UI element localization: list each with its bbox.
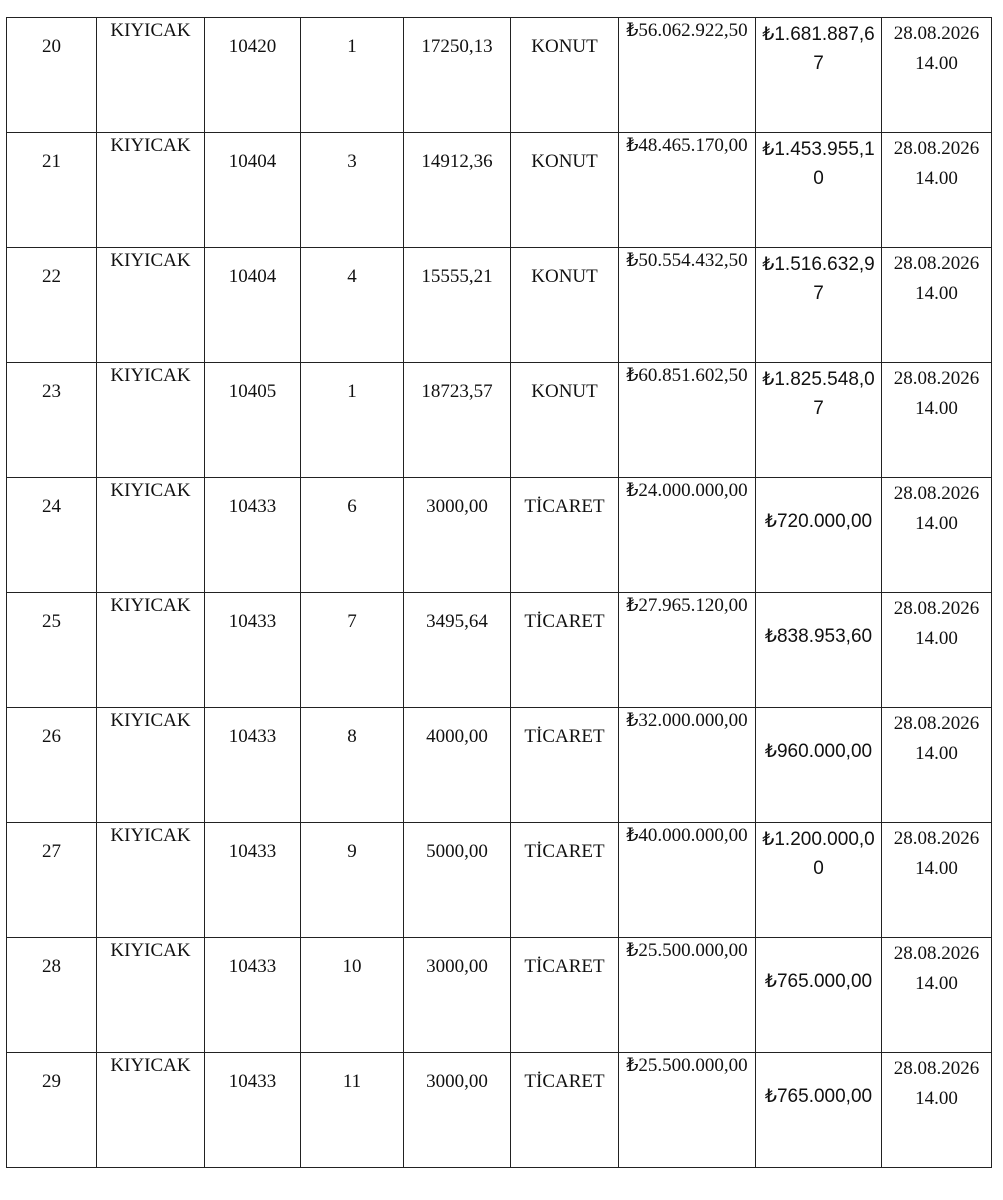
block-number: 10433 (228, 841, 277, 862)
row-number: 29 (42, 1071, 61, 1092)
usage-type: KONUT (531, 151, 598, 172)
estimated-price: ₺24.000.000,00 (626, 480, 748, 501)
usage-cell (511, 823, 619, 938)
block-cell (205, 593, 301, 708)
block-cell (205, 363, 301, 478)
area: 18723,57 (421, 381, 493, 402)
parcel-cell (301, 248, 404, 363)
row-number-cell (7, 823, 97, 938)
area-cell (404, 363, 511, 478)
parcel-number: 4 (347, 266, 357, 287)
block-cell (205, 133, 301, 248)
table-row (7, 133, 992, 248)
deposit-cell (756, 708, 882, 823)
row-number-cell (7, 1053, 97, 1168)
parcel-number: 11 (342, 1071, 362, 1092)
date-cell (882, 248, 992, 363)
auction-date: 28.08.2026 (893, 138, 980, 159)
row-number: 27 (42, 841, 61, 862)
area-cell (404, 593, 511, 708)
auction-date: 28.08.2026 (893, 598, 980, 619)
block-cell (205, 478, 301, 593)
usage-cell (511, 363, 619, 478)
row-number: 26 (42, 726, 61, 747)
row-number-cell (7, 938, 97, 1053)
area: 5000,00 (426, 841, 488, 862)
usage-type: KONUT (531, 266, 598, 287)
neighborhood: KIYICAK (110, 135, 191, 156)
area-cell (404, 133, 511, 248)
deposit-cell (756, 938, 882, 1053)
auction-time: 14.00 (915, 1088, 958, 1109)
date-cell (882, 1053, 992, 1168)
auction-date: 28.08.2026 (893, 1058, 980, 1079)
block-cell (205, 18, 301, 133)
block-cell (205, 248, 301, 363)
auction-time: 14.00 (915, 53, 958, 74)
area-cell (404, 1053, 511, 1168)
auction-time: 14.00 (915, 628, 958, 649)
area-cell (404, 938, 511, 1053)
parcel-number: 3 (347, 151, 357, 172)
row-number: 25 (42, 611, 61, 632)
usage-type: TİCARET (524, 956, 605, 977)
block-number: 10433 (228, 956, 277, 977)
usage-cell (511, 133, 619, 248)
neighborhood-cell (97, 248, 205, 363)
auction-date: 28.08.2026 (893, 368, 980, 389)
area: 3000,00 (426, 956, 488, 977)
block-number: 10420 (228, 36, 277, 57)
deposit-amount: ₺1.825.548,07 (762, 369, 875, 419)
block-number: 10405 (228, 381, 277, 402)
deposit-cell (756, 133, 882, 248)
neighborhood-cell (97, 708, 205, 823)
date-cell (882, 593, 992, 708)
neighborhood: KIYICAK (110, 710, 191, 731)
estimated-price: ₺60.851.602,50 (626, 365, 748, 386)
table-row (7, 363, 992, 478)
price-cell (619, 363, 756, 478)
price-cell (619, 1053, 756, 1168)
block-number: 10433 (228, 726, 277, 747)
auction-time: 14.00 (915, 398, 958, 419)
neighborhood: KIYICAK (110, 1055, 191, 1076)
area: 17250,13 (421, 36, 493, 57)
deposit-amount: ₺1.681.887,67 (762, 24, 875, 74)
auction-table (6, 17, 992, 1168)
auction-time: 14.00 (915, 513, 958, 534)
table-row (7, 1053, 992, 1168)
block-number: 10433 (228, 496, 277, 517)
table-row (7, 708, 992, 823)
table-row (7, 18, 992, 133)
table-row (7, 593, 992, 708)
neighborhood-cell (97, 478, 205, 593)
neighborhood: KIYICAK (110, 20, 191, 41)
row-number-cell (7, 478, 97, 593)
row-number-cell (7, 18, 97, 133)
auction-date: 28.08.2026 (893, 483, 980, 504)
usage-cell (511, 248, 619, 363)
parcel-number: 1 (347, 381, 357, 402)
parcel-cell (301, 1053, 404, 1168)
usage-type: TİCARET (524, 611, 605, 632)
parcel-number: 8 (347, 726, 357, 747)
estimated-price: ₺50.554.432,50 (626, 250, 748, 271)
row-number-cell (7, 708, 97, 823)
parcel-cell (301, 478, 404, 593)
parcel-number: 7 (347, 611, 357, 632)
deposit-cell (756, 823, 882, 938)
parcel-cell (301, 593, 404, 708)
area: 14912,36 (421, 151, 493, 172)
auction-date: 28.08.2026 (893, 23, 980, 44)
parcel-cell (301, 823, 404, 938)
price-cell (619, 593, 756, 708)
price-cell (619, 938, 756, 1053)
neighborhood: KIYICAK (110, 480, 191, 501)
parcel-cell (301, 708, 404, 823)
row-number-cell (7, 133, 97, 248)
parcel-cell (301, 18, 404, 133)
deposit-amount: ₺765.000,00 (764, 1086, 873, 1107)
area-cell (404, 823, 511, 938)
neighborhood: KIYICAK (110, 825, 191, 846)
parcel-cell (301, 363, 404, 478)
neighborhood-cell (97, 823, 205, 938)
neighborhood: KIYICAK (110, 595, 191, 616)
neighborhood: KIYICAK (110, 940, 191, 961)
deposit-cell (756, 363, 882, 478)
estimated-price: ₺25.500.000,00 (626, 1055, 748, 1076)
price-cell (619, 708, 756, 823)
deposit-cell (756, 1053, 882, 1168)
neighborhood-cell (97, 133, 205, 248)
block-number: 10433 (228, 1071, 277, 1092)
block-cell (205, 823, 301, 938)
date-cell (882, 18, 992, 133)
estimated-price: ₺56.062.922,50 (626, 20, 748, 41)
auction-time: 14.00 (915, 168, 958, 189)
row-number: 20 (42, 36, 61, 57)
area: 15555,21 (421, 266, 493, 287)
estimated-price: ₺40.000.000,00 (626, 825, 748, 846)
auction-date: 28.08.2026 (893, 713, 980, 734)
row-number-cell (7, 363, 97, 478)
block-number: 10404 (228, 266, 277, 287)
parcel-number: 1 (347, 36, 357, 57)
usage-cell (511, 593, 619, 708)
block-cell (205, 938, 301, 1053)
usage-cell (511, 938, 619, 1053)
area-cell (404, 708, 511, 823)
block-cell (205, 1053, 301, 1168)
date-cell (882, 823, 992, 938)
neighborhood: KIYICAK (110, 250, 191, 271)
area-cell (404, 248, 511, 363)
parcel-number: 6 (347, 496, 357, 517)
parcel-number: 9 (347, 841, 357, 862)
neighborhood-cell (97, 1053, 205, 1168)
block-number: 10433 (228, 611, 277, 632)
row-number-cell (7, 593, 97, 708)
area-cell (404, 478, 511, 593)
deposit-amount: ₺765.000,00 (764, 971, 873, 992)
block-number: 10404 (228, 151, 277, 172)
estimated-price: ₺27.965.120,00 (626, 595, 748, 616)
usage-cell (511, 708, 619, 823)
price-cell (619, 133, 756, 248)
auction-time: 14.00 (915, 743, 958, 764)
area: 4000,00 (426, 726, 488, 747)
usage-type: TİCARET (524, 726, 605, 747)
estimated-price: ₺25.500.000,00 (626, 940, 748, 961)
neighborhood-cell (97, 593, 205, 708)
table-row (7, 248, 992, 363)
neighborhood-cell (97, 18, 205, 133)
deposit-amount: ₺960.000,00 (764, 741, 873, 762)
deposit-cell (756, 18, 882, 133)
deposit-amount: ₺1.453.955,10 (762, 139, 875, 189)
row-number: 22 (42, 266, 61, 287)
usage-type: TİCARET (524, 1071, 605, 1092)
deposit-cell (756, 593, 882, 708)
area-cell (404, 18, 511, 133)
parcel-number: 10 (342, 956, 362, 977)
parcel-cell (301, 133, 404, 248)
usage-type: TİCARET (524, 841, 605, 862)
table-body (7, 18, 992, 1168)
usage-cell (511, 478, 619, 593)
area: 3495,64 (426, 611, 488, 632)
area: 3000,00 (426, 496, 488, 517)
neighborhood-cell (97, 363, 205, 478)
neighborhood-cell (97, 938, 205, 1053)
date-cell (882, 938, 992, 1053)
table-row (7, 823, 992, 938)
date-cell (882, 708, 992, 823)
table-row (7, 478, 992, 593)
usage-type: KONUT (531, 36, 598, 57)
deposit-amount: ₺720.000,00 (764, 511, 873, 532)
auction-time: 14.00 (915, 973, 958, 994)
row-number: 21 (42, 151, 61, 172)
block-cell (205, 708, 301, 823)
auction-time: 14.00 (915, 858, 958, 879)
table-row (7, 938, 992, 1053)
price-cell (619, 248, 756, 363)
row-number: 24 (42, 496, 61, 517)
deposit-amount: ₺838.953,60 (764, 626, 873, 647)
auction-time: 14.00 (915, 283, 958, 304)
auction-date: 28.08.2026 (893, 253, 980, 274)
price-cell (619, 823, 756, 938)
row-number: 28 (42, 956, 61, 977)
area: 3000,00 (426, 1071, 488, 1092)
deposit-amount: ₺1.200.000,00 (762, 829, 875, 879)
deposit-cell (756, 248, 882, 363)
parcel-cell (301, 938, 404, 1053)
usage-type: TİCARET (524, 496, 605, 517)
usage-cell (511, 1053, 619, 1168)
date-cell (882, 133, 992, 248)
deposit-cell (756, 478, 882, 593)
estimated-price: ₺48.465.170,00 (626, 135, 748, 156)
price-cell (619, 18, 756, 133)
price-cell (619, 478, 756, 593)
auction-date: 28.08.2026 (893, 943, 980, 964)
date-cell (882, 478, 992, 593)
neighborhood: KIYICAK (110, 365, 191, 386)
deposit-amount: ₺1.516.632,97 (762, 254, 875, 304)
auction-date: 28.08.2026 (893, 828, 980, 849)
row-number-cell (7, 248, 97, 363)
usage-type: KONUT (531, 381, 598, 402)
row-number: 23 (42, 381, 61, 402)
date-cell (882, 363, 992, 478)
estimated-price: ₺32.000.000,00 (626, 710, 748, 731)
usage-cell (511, 18, 619, 133)
